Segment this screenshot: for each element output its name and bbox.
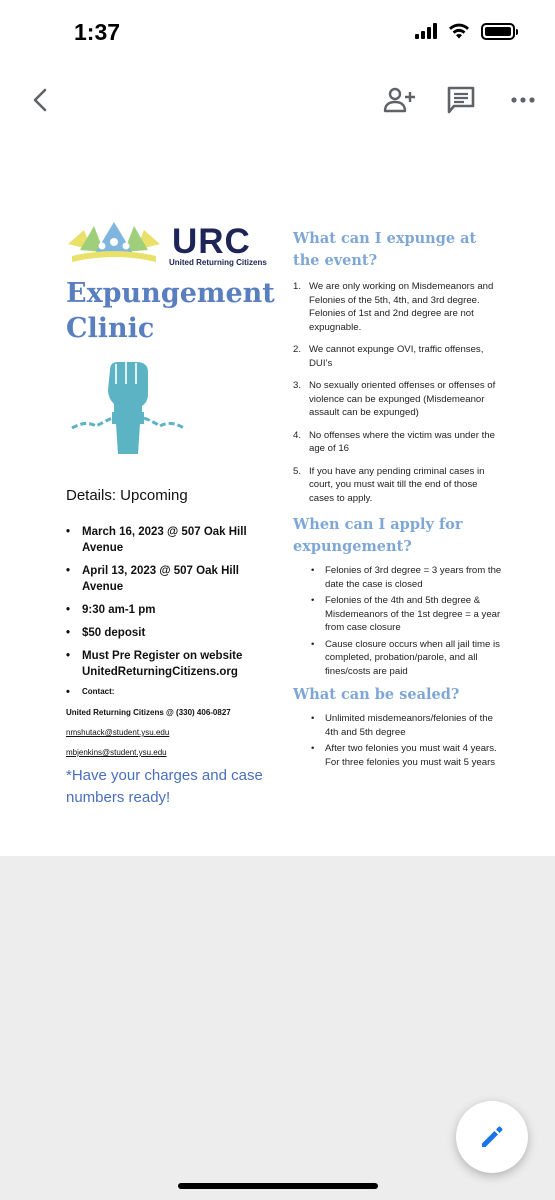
- more-horizontal-icon: [510, 96, 536, 104]
- details-item: • March 16, 2023 @ 507 Oak Hill Avenue: [66, 524, 276, 556]
- flyer-right-column: [293, 228, 503, 772]
- list-item: 3. No sexually oriented offenses or offenses of violence can be expunged (Misdemeanor assault can be expunged): [293, 380, 496, 418]
- contact-label: • Contact:: [66, 687, 276, 696]
- list-item: • Felonies of the 4th and 5th degree & Misdemeanors of the 1st degree = a year from case closure: [311, 594, 503, 635]
- battery-icon: [481, 23, 515, 40]
- urc-logo: [66, 222, 266, 272]
- list-item: 4. No offenses where the victim was under the age of 16: [293, 429, 495, 454]
- status-bar: [0, 0, 555, 64]
- document-toolbar: [0, 70, 555, 130]
- apply-list: [311, 564, 503, 678]
- comments-button[interactable]: [443, 84, 479, 116]
- comment-icon: [446, 85, 476, 115]
- list-item: • Felonies of 3rd degree = 3 years from the date the case is closed: [311, 564, 503, 591]
- sealed-list: [311, 712, 503, 769]
- logo-text: URC: [172, 222, 251, 261]
- details-item: • April 13, 2023 @ 507 Oak Hill Avenue: [66, 563, 276, 595]
- list-item: • Cause closure occurs when all jail time is completed, probation/parole, and all fines/costs are paid: [311, 638, 503, 679]
- flyer-title-line2: Clinic: [66, 313, 155, 344]
- person-add-icon: [383, 86, 415, 114]
- flyer-left-column: [66, 222, 276, 809]
- home-indicator: [178, 1183, 378, 1189]
- back-button[interactable]: [22, 84, 58, 116]
- contact-email-link[interactable]: nmshutack@student.ysu.edu: [66, 728, 170, 737]
- edit-fab-button[interactable]: [456, 1101, 528, 1173]
- cellular-signal-icon: [415, 23, 437, 39]
- list-item: 2. We cannot expunge OVI, traffic offenses, DUI’s: [293, 344, 484, 369]
- raised-fist-broken-chain-icon: [66, 358, 186, 458]
- section-heading-sealed: What can be sealed?: [293, 686, 460, 703]
- wifi-icon: [447, 22, 471, 40]
- status-icons: [415, 22, 515, 40]
- edit-pencil-icon: [479, 1124, 505, 1150]
- section-heading-expunge: What can I expunge at the event?: [293, 230, 477, 269]
- section-heading-apply: When can I apply for expungement?: [293, 516, 463, 555]
- logo-subtitle: United Returning Citizens: [169, 258, 267, 267]
- document-page: [0, 140, 555, 856]
- contact-email-link[interactable]: mbjenkins@student.ysu.edu: [66, 748, 167, 757]
- details-item: • Must Pre Register on website UnitedReturningCitizens.org: [66, 648, 276, 680]
- list-item: 1. We are only working on Misdemeanors and Felonies of the 5th, 4th, and 3rd degree. Felonies of 1st and 2nd degree are not expugnable.: [293, 281, 494, 333]
- more-options-button[interactable]: [505, 84, 541, 116]
- share-button[interactable]: [381, 84, 417, 116]
- details-list: [66, 524, 276, 680]
- status-time: 1:37: [74, 19, 121, 45]
- urc-logo-emblem-icon: [66, 222, 162, 266]
- details-item: • $50 deposit: [66, 625, 276, 641]
- flyer-title: [66, 276, 276, 346]
- list-item: 5. If you have any pending criminal cases in court, you must wait till the end of those cases to apply.: [293, 465, 485, 504]
- expunge-list: [293, 280, 503, 505]
- flyer-title-line1: Expungement: [66, 278, 275, 309]
- details-item: • 9:30 am-1 pm: [66, 602, 276, 618]
- list-item: • After two felonies you must wait 4 years. For three felonies you must wait 5 years: [311, 742, 503, 769]
- chevron-left-icon: [30, 87, 50, 113]
- ready-note: *Have your charges and case numbers ready!: [66, 767, 263, 806]
- details-heading: Details: Upcoming: [66, 487, 188, 504]
- list-item: • Unlimited misdemeanors/felonies of the 4th and 5th degree: [311, 712, 503, 739]
- contact-phone: United Returning Citizens @ (330) 406-0827: [66, 708, 231, 717]
